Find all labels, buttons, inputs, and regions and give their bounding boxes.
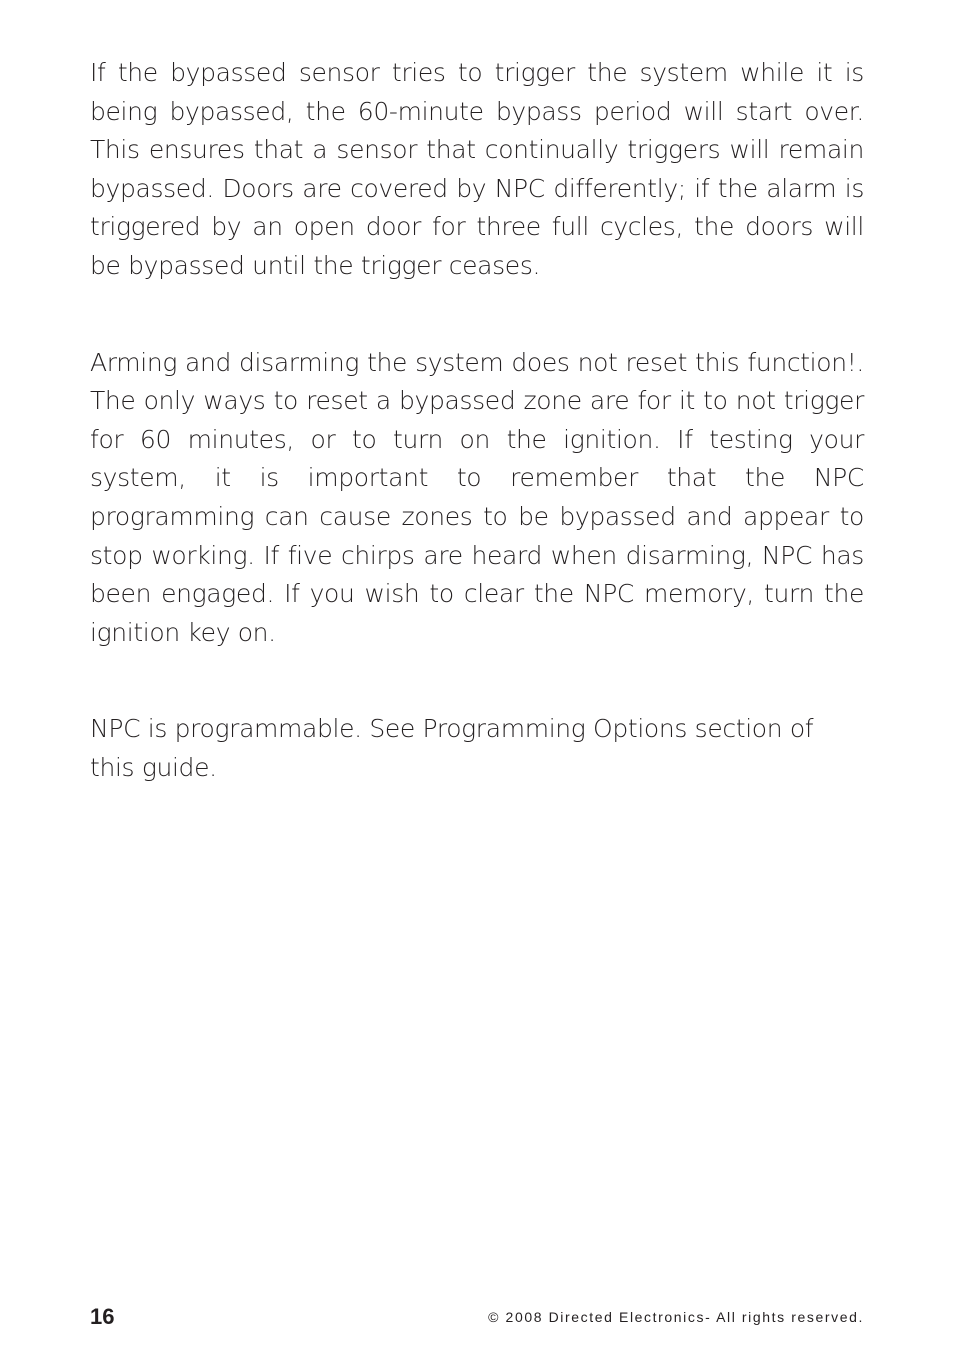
- paragraph-bypass-restart: If the bypassed sensor tries to trigger the system while it is being bypassed, the 60-minute bypass period will start over. This ensures that a sensor that continually triggers will remain bypassed. Doors are covered by NPC differently; if the alarm is triggered by an open door for three full cycles, the doors will be bypassed until the trigger ceases.: [90, 58, 864, 280]
- page-number: 16: [90, 1304, 115, 1329]
- paragraph-npc-programmable: NPC is programmable. See Programming Options section of this guide.: [90, 714, 814, 782]
- page-footer: [90, 1302, 864, 1332]
- copyright-notice: © 2008 Directed Electronics- All rights reserved.: [488, 1309, 864, 1325]
- paragraph-reset-function: Arming and disarming the system does not reset this function!. The only ways to reset a bypassed zone are for it to not trigger for 60 minutes, or to turn on the ignition. If testing your system, it is important to remember that the NPC programming can cause zones to be bypassed and appear to stop working. If five chirps are heard when disarming, NPC has been engaged. If you wish to clear the NPC memory, turn the ignition key on.: [90, 347, 864, 647]
- page-body: [90, 54, 864, 788]
